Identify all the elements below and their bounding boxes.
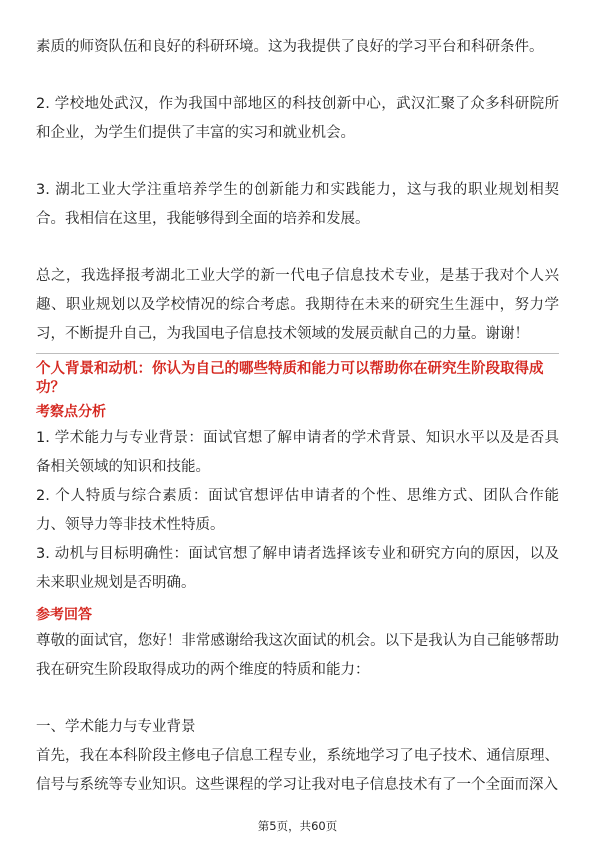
answer-body: 首先，我在本科阶段主修电子信息工程专业，系统地学习了电子技术、通信原理、信号与系统等专业知识。这些课程的学习让我对电子信息技术有了一个全面而深入 [36,748,559,793]
paragraph-gap [36,62,559,90]
answer-heading: 参考回答 [36,607,92,623]
paragraph-continuation: 素质的师资队伍和良好的科研环境。这为我提供了良好的学习平台和科研条件。 [36,39,544,55]
document-page [36,0,559,800]
analysis-item: 2. 个人特质与综合素质：面试官想评估申请者的个性、思维方式、团队合作能力、领导力等非技术性特质。 [36,488,559,533]
question-heading: 个人背景和动机：你认为自己的哪些特质和能力可以帮助你在研究生阶段取得成功？ [36,361,544,396]
paragraph-gap [36,234,559,262]
paragraph-location: 2. 学校地处武汉，作为我国中部地区的科技创新中心，武汉汇聚了众多科研院所和企业，为学生们提供了丰富的实习和就业机会。 [36,96,559,141]
section-divider [36,353,559,354]
answer-opening: 尊敬的面试官，您好！非常感谢给我这次面试的机会。以下是我认为自己能够帮助我在研究生阶段取得成功的两个维度的特质和能力： [36,633,559,678]
paragraph-conclusion: 总之，我选择报考湖北工业大学的新一代电子信息技术专业，是基于我对个人兴趣、职业规划以及学校情况的综合考虑。我期待在未来的研究生生涯中，努力学习，不断提升自己，为我国电子信息技术领域的发展贡献自己的力量。谢谢！ [36,268,559,342]
analysis-heading: 考察点分析 [36,404,106,420]
answer-section-title: 一、学术能力与专业背景 [36,719,196,735]
analysis-item: 3. 动机与目标明确性：面试官想了解申请者选择该专业和研究方向的原因，以及未来职业规划是否明确。 [36,546,559,591]
paragraph-training: 3. 湖北工业大学注重培养学生的创新能力和实践能力，这与我的职业规划相契合。我相信在这里，我能够得到全面的培养和发展。 [36,182,559,227]
page-footer: 第5页，共60页 [257,819,338,833]
paragraph-gap [36,685,559,713]
paragraph-gap [36,148,559,176]
analysis-item: 1. 学术能力与专业背景：面试官想了解申请者的学术背景、知识水平以及是否具备相关领域的知识和技能。 [36,430,559,475]
